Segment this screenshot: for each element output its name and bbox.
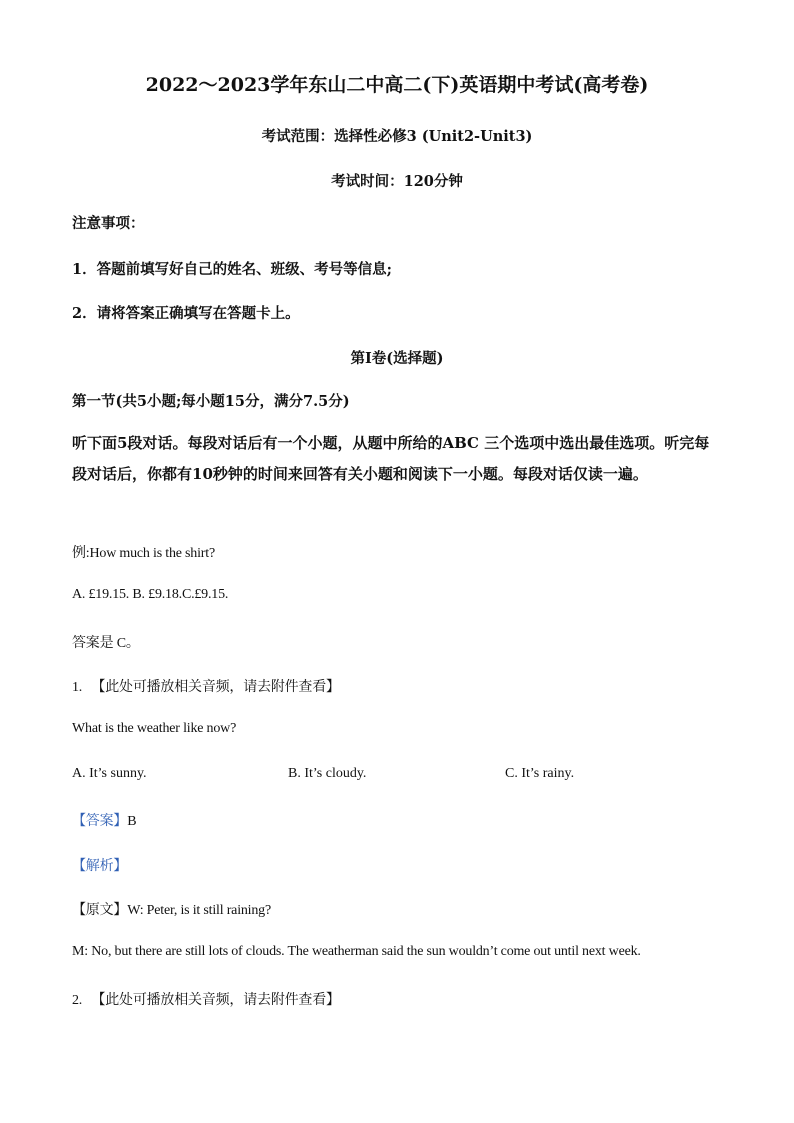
note-item-2: 2．请将答案正确填写在答题卡上。 — [72, 305, 300, 322]
original-line-w — [72, 899, 271, 919]
option-a: A. It’s sunny. — [72, 766, 147, 781]
question-number: 1. — [72, 680, 83, 695]
notes-heading: 注意事项： — [72, 215, 145, 232]
option-c: C. It’s rainy. — [505, 766, 575, 781]
original-label: 【原文】 — [72, 903, 128, 918]
question-2-header — [72, 989, 340, 1009]
exam-title: 2022～2023学年东山二中高二(下)英语期中考试(高考卷) — [145, 74, 649, 96]
original-w-text: W: Peter, is it still raining? — [127, 903, 271, 918]
example-answer: 答案是 C。 — [72, 636, 140, 651]
analysis-label: 【解析】 — [72, 859, 128, 874]
volume-heading: 第I卷(选择题) — [350, 350, 444, 367]
part-heading: 第一节(共5小题;每小题15分，满分7.5分) — [72, 393, 350, 410]
answer-label: 【答案】 — [72, 814, 128, 829]
original-line-m: M: No, but there are still lots of clouds. The weatherman said the sun wouldn’t come out until next week. — [72, 944, 641, 959]
listening-instructions: 听下面5段对话。每段对话后有一个小题，从题中所给的ABC 三个选项中选出最佳选项。听完每段对话后，你都有10秒钟的时间来回答有关小题和阅读下一小题。每段对话仅读一遍。 — [72, 434, 710, 483]
option-b: B. It’s cloudy. — [288, 766, 367, 781]
example-options: A. £19.15. B. £9.18.C.£9.15. — [72, 587, 229, 602]
exam-scope: 考试范围：选择性必修3 (Unit2-Unit3) — [261, 128, 533, 145]
question-number: 2. — [72, 993, 83, 1008]
example-question: 例:How much is the shirt? — [72, 546, 215, 561]
note-item-1: 1．答题前填写好自己的姓名、班级、考号等信息; — [72, 261, 392, 278]
answer-line — [72, 810, 136, 830]
answer-value: B — [127, 814, 137, 829]
exam-time: 考试时间：120分钟 — [331, 173, 463, 190]
audio-note: 【此处可播放相关音频，请去附件查看】 — [91, 993, 340, 1008]
question-1-header — [72, 676, 340, 696]
question-1-text: What is the weather like now? — [72, 721, 237, 736]
audio-note: 【此处可播放相关音频，请去附件查看】 — [91, 680, 340, 695]
